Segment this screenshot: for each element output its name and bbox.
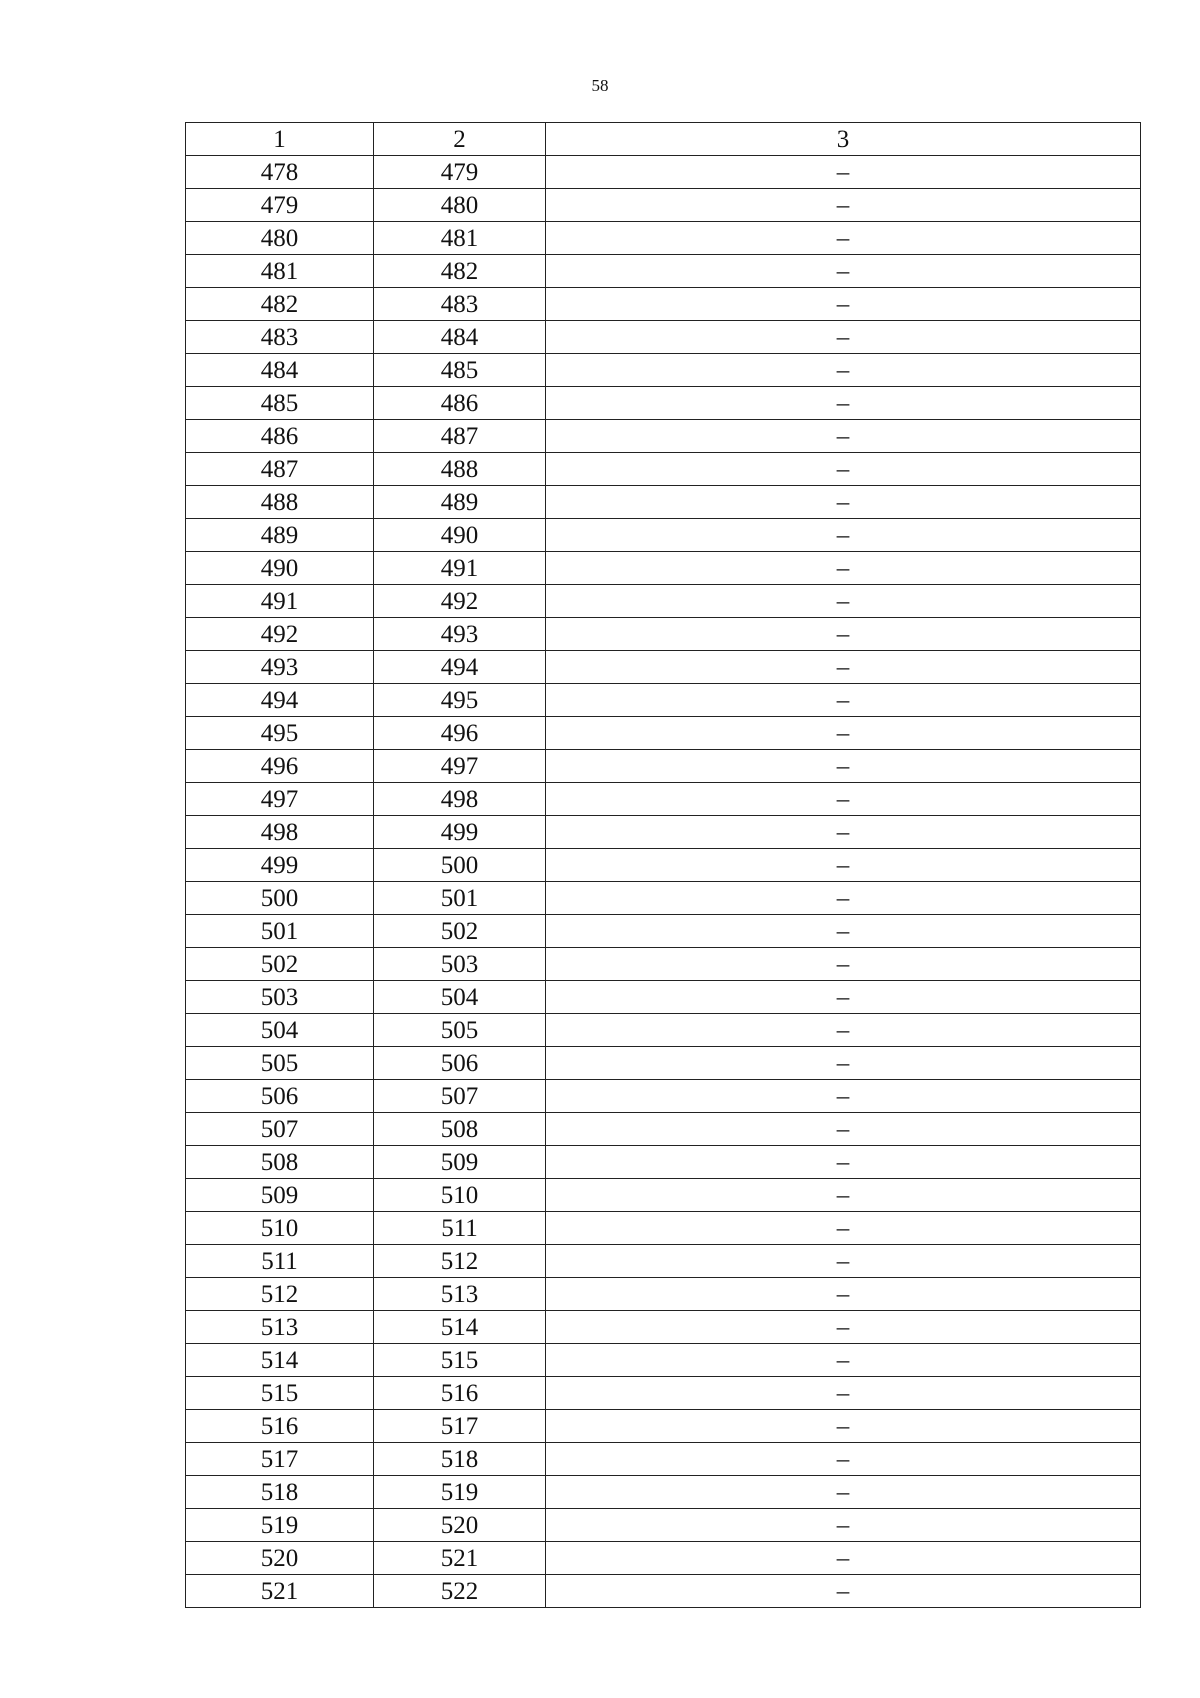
table-cell: 504 — [374, 981, 546, 1014]
table-row — [186, 387, 1141, 420]
table-cell: 497 — [186, 783, 374, 816]
table-cell: – — [546, 783, 1141, 816]
table-cell: 503 — [374, 948, 546, 981]
table-cell: 497 — [374, 750, 546, 783]
table-cell: 490 — [186, 552, 374, 585]
table-cell: – — [546, 618, 1141, 651]
table-cell: 516 — [186, 1410, 374, 1443]
table-cell: – — [546, 882, 1141, 915]
table-cell: 480 — [186, 222, 374, 255]
table-cell: 496 — [186, 750, 374, 783]
table-cell: 509 — [374, 1146, 546, 1179]
table-cell: – — [546, 717, 1141, 750]
table-cell: 502 — [374, 915, 546, 948]
table-cell: 487 — [374, 420, 546, 453]
table-cell: 484 — [374, 321, 546, 354]
table-cell: 514 — [374, 1311, 546, 1344]
table-cell: – — [546, 387, 1141, 420]
table-body — [186, 156, 1141, 1608]
table-row — [186, 453, 1141, 486]
table-cell: – — [546, 750, 1141, 783]
table-cell: 478 — [186, 156, 374, 189]
table-row — [186, 1542, 1141, 1575]
table-cell: – — [546, 585, 1141, 618]
table-cell: – — [546, 1113, 1141, 1146]
table-cell: 501 — [374, 882, 546, 915]
table-cell: – — [546, 684, 1141, 717]
table-cell: – — [546, 1047, 1141, 1080]
table-row — [186, 288, 1141, 321]
table-cell: – — [546, 1311, 1141, 1344]
table-cell: 514 — [186, 1344, 374, 1377]
table-row — [186, 1509, 1141, 1542]
table-cell: 484 — [186, 354, 374, 387]
table-row — [186, 156, 1141, 189]
table-cell: 516 — [374, 1377, 546, 1410]
table-cell: 511 — [374, 1212, 546, 1245]
table-cell: 507 — [186, 1113, 374, 1146]
column-header: 1 — [186, 123, 374, 156]
table-cell: 494 — [374, 651, 546, 684]
table-cell: 520 — [186, 1542, 374, 1575]
table-cell: 486 — [374, 387, 546, 420]
table-cell: – — [546, 156, 1141, 189]
table-cell: 483 — [374, 288, 546, 321]
table-cell: 521 — [374, 1542, 546, 1575]
table-cell: – — [546, 816, 1141, 849]
table-cell: – — [546, 981, 1141, 1014]
table-row — [186, 684, 1141, 717]
table-row — [186, 1278, 1141, 1311]
table-cell: 505 — [186, 1047, 374, 1080]
table-row — [186, 948, 1141, 981]
table-cell: – — [546, 915, 1141, 948]
table-row — [186, 585, 1141, 618]
table-cell: 510 — [374, 1179, 546, 1212]
table-cell: 515 — [186, 1377, 374, 1410]
table-cell: 491 — [374, 552, 546, 585]
table-cell: 480 — [374, 189, 546, 222]
table-cell: 481 — [374, 222, 546, 255]
table-row — [186, 1047, 1141, 1080]
table-row — [186, 849, 1141, 882]
table-row — [186, 717, 1141, 750]
table-cell: – — [546, 1146, 1141, 1179]
table-cell: 501 — [186, 915, 374, 948]
table-cell: – — [546, 222, 1141, 255]
table-cell: 503 — [186, 981, 374, 1014]
table-cell: 504 — [186, 1014, 374, 1047]
table-cell: 492 — [374, 585, 546, 618]
table-row — [186, 1080, 1141, 1113]
table-cell: 511 — [186, 1245, 374, 1278]
table-cell: – — [546, 189, 1141, 222]
table-cell: 513 — [186, 1311, 374, 1344]
table-cell: – — [546, 288, 1141, 321]
table-row — [186, 321, 1141, 354]
table-row — [186, 618, 1141, 651]
table-cell: 513 — [374, 1278, 546, 1311]
table-cell: 517 — [186, 1443, 374, 1476]
table-cell: 487 — [186, 453, 374, 486]
table-cell: – — [546, 1443, 1141, 1476]
table-cell: 509 — [186, 1179, 374, 1212]
table-cell: 500 — [186, 882, 374, 915]
table-cell: 493 — [374, 618, 546, 651]
table-cell: – — [546, 552, 1141, 585]
table-cell: 486 — [186, 420, 374, 453]
table-cell: 492 — [186, 618, 374, 651]
table-row — [186, 915, 1141, 948]
table-cell: – — [546, 1179, 1141, 1212]
table-row — [186, 816, 1141, 849]
table-row — [186, 783, 1141, 816]
table-cell: – — [546, 1014, 1141, 1047]
table-cell: – — [546, 849, 1141, 882]
table-cell: – — [546, 1575, 1141, 1608]
table-row — [186, 420, 1141, 453]
table-cell: 518 — [374, 1443, 546, 1476]
table-row — [186, 1212, 1141, 1245]
table-cell: 519 — [374, 1476, 546, 1509]
table-cell: 485 — [374, 354, 546, 387]
table-cell: – — [546, 486, 1141, 519]
table-cell: 488 — [374, 453, 546, 486]
table-row — [186, 255, 1141, 288]
table-row — [186, 354, 1141, 387]
table-cell: 482 — [186, 288, 374, 321]
table-cell: 482 — [374, 255, 546, 288]
table-row — [186, 1113, 1141, 1146]
table-cell: 506 — [186, 1080, 374, 1113]
table-cell: 499 — [186, 849, 374, 882]
table-cell: 521 — [186, 1575, 374, 1608]
table-cell: 479 — [374, 156, 546, 189]
table-cell: 491 — [186, 585, 374, 618]
table-cell: 493 — [186, 651, 374, 684]
table-row — [186, 651, 1141, 684]
table-cell: – — [546, 1080, 1141, 1113]
table-row — [186, 552, 1141, 585]
table-row — [186, 1443, 1141, 1476]
table-cell: – — [546, 651, 1141, 684]
table-cell: 494 — [186, 684, 374, 717]
table-row — [186, 486, 1141, 519]
table-row — [186, 189, 1141, 222]
table-row — [186, 1410, 1141, 1443]
table-cell: 517 — [374, 1410, 546, 1443]
table-cell: 489 — [374, 486, 546, 519]
table-cell: – — [546, 354, 1141, 387]
table-cell: 479 — [186, 189, 374, 222]
table-cell: – — [546, 519, 1141, 552]
table-cell: 496 — [374, 717, 546, 750]
table-cell: 481 — [186, 255, 374, 288]
column-header: 3 — [546, 123, 1141, 156]
table-cell: – — [546, 948, 1141, 981]
table-row — [186, 1377, 1141, 1410]
table-row — [186, 1179, 1141, 1212]
page-number: 58 — [591, 76, 609, 95]
table-row — [186, 1014, 1141, 1047]
table-row — [186, 1575, 1141, 1608]
table-row — [186, 981, 1141, 1014]
table-row — [186, 1476, 1141, 1509]
table-cell: 515 — [374, 1344, 546, 1377]
table-cell: 498 — [186, 816, 374, 849]
table-cell: 512 — [186, 1278, 374, 1311]
table-row — [186, 1344, 1141, 1377]
table-cell: 506 — [374, 1047, 546, 1080]
table-row — [186, 882, 1141, 915]
table-cell: 512 — [374, 1245, 546, 1278]
table-cell: 500 — [374, 849, 546, 882]
table-cell: 510 — [186, 1212, 374, 1245]
table-cell: 495 — [374, 684, 546, 717]
table-cell: 519 — [186, 1509, 374, 1542]
table-cell: 520 — [374, 1509, 546, 1542]
table-cell: 505 — [374, 1014, 546, 1047]
table-cell: – — [546, 1410, 1141, 1443]
table-cell: 488 — [186, 486, 374, 519]
table-header-row — [186, 123, 1141, 156]
table-row — [186, 1146, 1141, 1179]
table-cell: – — [546, 420, 1141, 453]
table-row — [186, 1245, 1141, 1278]
table-cell: – — [546, 1344, 1141, 1377]
table-row — [186, 222, 1141, 255]
data-table — [185, 122, 1141, 1608]
table-cell: – — [546, 1212, 1141, 1245]
column-header: 2 — [374, 123, 546, 156]
table-cell: 490 — [374, 519, 546, 552]
table-cell: – — [546, 321, 1141, 354]
table-cell: 518 — [186, 1476, 374, 1509]
table-cell: 483 — [186, 321, 374, 354]
table-cell: – — [546, 1542, 1141, 1575]
table-cell: – — [546, 453, 1141, 486]
table-cell: 502 — [186, 948, 374, 981]
table-cell: 489 — [186, 519, 374, 552]
table-cell: 499 — [374, 816, 546, 849]
table-row — [186, 750, 1141, 783]
table-cell: 507 — [374, 1080, 546, 1113]
table-cell: 508 — [374, 1113, 546, 1146]
table-cell: 485 — [186, 387, 374, 420]
table-cell: – — [546, 1278, 1141, 1311]
table-row — [186, 519, 1141, 552]
table-cell: 498 — [374, 783, 546, 816]
table-cell: – — [546, 1509, 1141, 1542]
table-row — [186, 1311, 1141, 1344]
table-cell: 508 — [186, 1146, 374, 1179]
table-cell: – — [546, 1476, 1141, 1509]
table-cell: 495 — [186, 717, 374, 750]
table-cell: – — [546, 1377, 1141, 1410]
table-cell: – — [546, 255, 1141, 288]
table-cell: – — [546, 1245, 1141, 1278]
table-cell: 522 — [374, 1575, 546, 1608]
